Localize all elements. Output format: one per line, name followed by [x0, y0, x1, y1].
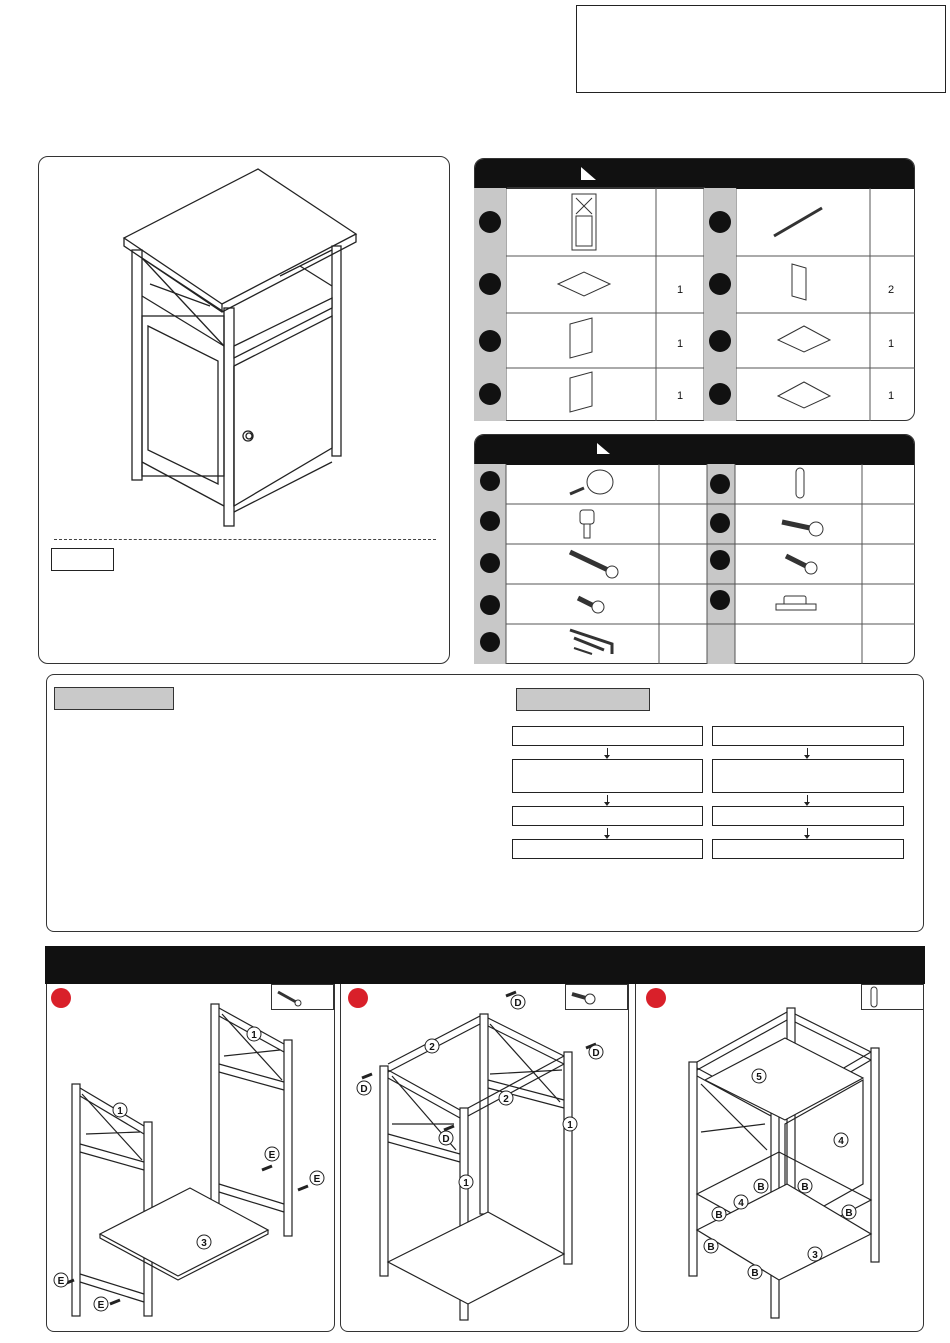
callout-screw-d: D	[442, 1134, 450, 1145]
title-box	[576, 5, 946, 93]
qty-right-2: 2	[888, 284, 895, 296]
hardware-list-header	[475, 435, 915, 465]
qty-left-2: 1	[677, 284, 684, 296]
parts-list-header	[475, 159, 915, 189]
assembly-steps-header	[45, 946, 925, 984]
flow-box-l2	[512, 759, 703, 793]
flow-box-r1	[712, 726, 904, 746]
callout-screw-a: D	[514, 998, 522, 1009]
flow-box-r3	[712, 806, 904, 826]
flow-arrow	[607, 748, 608, 757]
callout-screw-c: E	[57, 1276, 65, 1287]
corner-mark-icon	[581, 167, 597, 181]
callout-top-shelf: 5	[756, 1072, 762, 1083]
callout-screw-c: D	[360, 1084, 368, 1095]
info-label-right	[516, 688, 650, 711]
callout-back-panel: 4	[738, 1198, 744, 1209]
flow-box-r4	[712, 839, 904, 859]
callout-dowel-f: B	[751, 1268, 759, 1279]
parts-grid	[474, 188, 915, 421]
callout-dowel-d: B	[707, 1242, 715, 1253]
callout-screw-b: E	[313, 1174, 321, 1185]
callout-frame-b: 1	[251, 1030, 257, 1041]
qty-right-3: 1	[888, 338, 895, 350]
callout-screw-a: E	[268, 1150, 276, 1161]
callout-dowel-b: B	[801, 1182, 809, 1193]
info-panel	[46, 674, 924, 932]
flow-arrow	[807, 828, 808, 837]
qty-left-4: 1	[677, 390, 684, 402]
callout-rail-front: 2	[503, 1094, 509, 1105]
callout-side-panel: 4	[838, 1136, 844, 1147]
flow-box-r2	[712, 759, 904, 793]
step-2-drawing	[340, 984, 629, 1332]
flow-arrow	[607, 795, 608, 804]
step-3-drawing	[635, 984, 924, 1332]
callout-frame-left: 1	[463, 1178, 469, 1189]
qty-left-3: 1	[677, 338, 684, 350]
callout-frame-a: 1	[117, 1106, 123, 1117]
callout-dowel-c: B	[715, 1210, 723, 1221]
divider-line	[54, 539, 436, 540]
cabinet-illustration	[120, 166, 360, 534]
callout-frame-right: 1	[567, 1120, 573, 1131]
flow-arrow	[607, 828, 608, 837]
step-1-drawing	[46, 984, 335, 1332]
callout-screw-d: E	[97, 1300, 105, 1311]
model-label-box	[51, 548, 114, 571]
flow-box-l1	[512, 726, 703, 746]
qty-right-4: 1	[888, 390, 895, 402]
callout-screw-b: D	[592, 1048, 600, 1059]
flow-box-l3	[512, 806, 703, 826]
hardware-grid	[474, 464, 915, 664]
flow-arrow	[807, 795, 808, 804]
callout-dowel-a: B	[757, 1182, 765, 1193]
info-label-left	[54, 687, 174, 710]
corner-mark-icon	[597, 443, 611, 455]
callout-bottom: 3	[812, 1250, 818, 1261]
flow-box-l4	[512, 839, 703, 859]
callout-dowel-e: B	[845, 1208, 853, 1219]
callout-rail-top: 2	[429, 1042, 435, 1053]
callout-bottom-panel: 3	[201, 1238, 207, 1249]
flow-arrow	[807, 748, 808, 757]
